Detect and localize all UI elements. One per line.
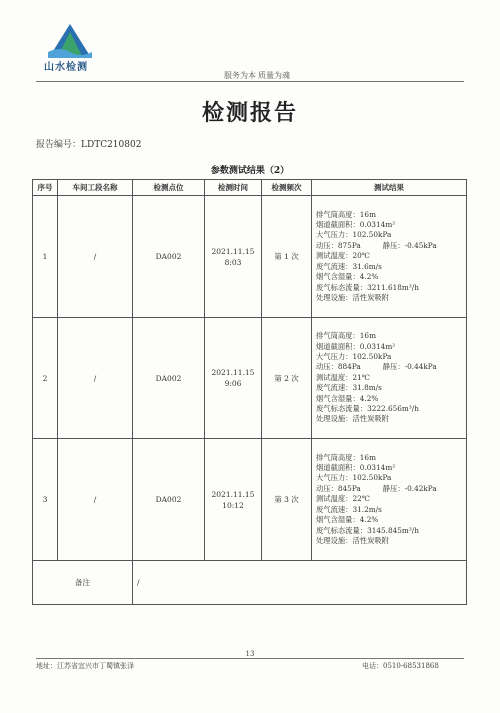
result-text: 测试温度：21℃	[316, 372, 370, 382]
result-text: 烟道截面积：0.0314m²	[316, 463, 396, 473]
result-line	[316, 342, 466, 352]
result-line	[316, 526, 466, 536]
result-text: 处理设施：活性炭吸附	[316, 292, 389, 302]
result-line	[316, 293, 466, 303]
logo-text: 山水检测	[44, 62, 88, 73]
cell-time	[205, 439, 262, 561]
result-text: 大气压力：102.50kPa	[316, 230, 392, 240]
slogan: 服务为本 质量为魂	[224, 71, 290, 80]
remark-row	[33, 561, 467, 605]
results-table	[32, 179, 467, 605]
result-line	[316, 262, 466, 272]
result-text: 大气压力：102.50kPa	[316, 351, 392, 361]
result-text: 动压：845Pa	[316, 483, 361, 493]
address: 地址：江苏省宜兴市丁蜀镇张泽	[36, 662, 134, 670]
result-text: 大气压力：102.50kPa	[316, 473, 392, 483]
cell-frequency: 第 1 次	[262, 196, 312, 318]
test-time: 10:12	[222, 500, 244, 510]
footer-divider	[36, 658, 464, 659]
result-text: 烟气含湿量：4.2%	[316, 393, 379, 403]
remark-value: /	[133, 561, 467, 605]
cell-frequency: 第 3 次	[262, 439, 312, 561]
result-text: 处理设施：活性炭吸附	[316, 535, 389, 545]
cell-results	[312, 196, 467, 318]
cell-frequency: 第 2 次	[262, 318, 312, 439]
result-text: 动压：875Pa	[316, 240, 361, 250]
result-text-secondary: 静压：-0.45kPa	[382, 240, 437, 250]
result-text: 废气标态流量：3145.845m³/h	[316, 525, 419, 535]
result-line	[316, 251, 466, 261]
result-text: 测试温度：20℃	[316, 251, 370, 261]
cell-seq: 1	[33, 196, 58, 318]
result-line	[316, 394, 466, 404]
table-row	[33, 318, 467, 439]
result-line	[316, 494, 466, 504]
header-divider	[36, 81, 464, 82]
result-text: 废气标态流量：3222.656m³/h	[316, 404, 419, 414]
result-text-secondary: 静压：-0.42kPa	[382, 483, 437, 493]
table-row	[33, 196, 467, 318]
result-line	[316, 220, 466, 230]
cell-workshop: /	[58, 196, 133, 318]
result-text: 排气筒高度：16m	[316, 209, 376, 219]
result-text: 废气流速：31.2m/s	[316, 504, 382, 514]
result-line	[316, 352, 466, 362]
result-line	[316, 272, 466, 282]
result-line	[316, 453, 466, 463]
cell-point: DA002	[133, 196, 205, 318]
table-header-row	[33, 180, 467, 196]
result-line	[316, 230, 466, 240]
header-workshop: 车间工段名称	[58, 180, 133, 196]
result-line	[316, 515, 466, 525]
result-text: 废气标态流量：3211.618m³/h	[316, 282, 419, 292]
result-text: 排气筒高度：16m	[316, 331, 376, 341]
cell-time	[205, 318, 262, 439]
phone: 电话：0510-68531868	[362, 662, 439, 670]
remark-label: 备注	[33, 561, 133, 605]
table-title: 参数测试结果（2）	[210, 166, 290, 176]
result-line	[316, 210, 466, 220]
result-text-secondary: 静压：-0.44kPa	[382, 362, 437, 372]
test-date: 2021.11.15	[211, 246, 255, 256]
result-text: 烟气含湿量：4.2%	[316, 515, 379, 525]
test-date: 2021.11.15	[211, 489, 255, 499]
cell-results	[312, 318, 467, 439]
result-text: 废气流速：31.8m/s	[316, 383, 382, 393]
result-text: 动压：884Pa	[316, 362, 361, 372]
cell-point: DA002	[133, 318, 205, 439]
result-line	[316, 473, 466, 483]
header-frequency: 检测频次	[262, 180, 312, 196]
cell-results	[312, 439, 467, 561]
result-text: 排气筒高度：16m	[316, 452, 376, 462]
cell-point: DA002	[133, 439, 205, 561]
report-number: 报告编号：LDTC210802	[36, 140, 142, 150]
result-text: 废气流速：31.6m/s	[316, 261, 382, 271]
header-results: 测试结果	[312, 180, 467, 196]
result-text: 烟道截面积：0.0314m²	[316, 341, 396, 351]
result-line	[316, 373, 466, 383]
result-line	[316, 383, 466, 393]
cell-workshop: /	[58, 439, 133, 561]
page-number: 13	[245, 650, 255, 658]
cell-time	[205, 196, 262, 318]
result-line	[316, 463, 466, 473]
result-line	[316, 241, 466, 251]
cell-seq: 3	[33, 439, 58, 561]
result-line	[316, 414, 466, 424]
test-time: 8:03	[224, 257, 242, 267]
header-point: 检测点位	[133, 180, 205, 196]
result-text: 测试温度：22℃	[316, 494, 370, 504]
result-text: 处理设施：活性炭吸附	[316, 414, 389, 424]
result-line	[316, 362, 466, 372]
test-date: 2021.11.15	[211, 368, 255, 377]
result-text: 烟道截面积：0.0314m²	[316, 220, 396, 230]
result-line	[316, 484, 466, 494]
cell-seq: 2	[33, 318, 58, 439]
result-line	[316, 331, 466, 341]
result-line	[316, 505, 466, 515]
result-line	[316, 404, 466, 414]
header-time: 检测时间	[205, 180, 262, 196]
test-time: 9:06	[224, 379, 242, 388]
page-title: 检测报告	[201, 101, 298, 126]
result-text: 烟气含湿量：4.2%	[316, 272, 379, 282]
cell-workshop: /	[58, 318, 133, 439]
result-line	[316, 283, 466, 293]
result-line	[316, 536, 466, 546]
table-row	[33, 439, 467, 561]
header-seq: 序号	[33, 180, 58, 196]
